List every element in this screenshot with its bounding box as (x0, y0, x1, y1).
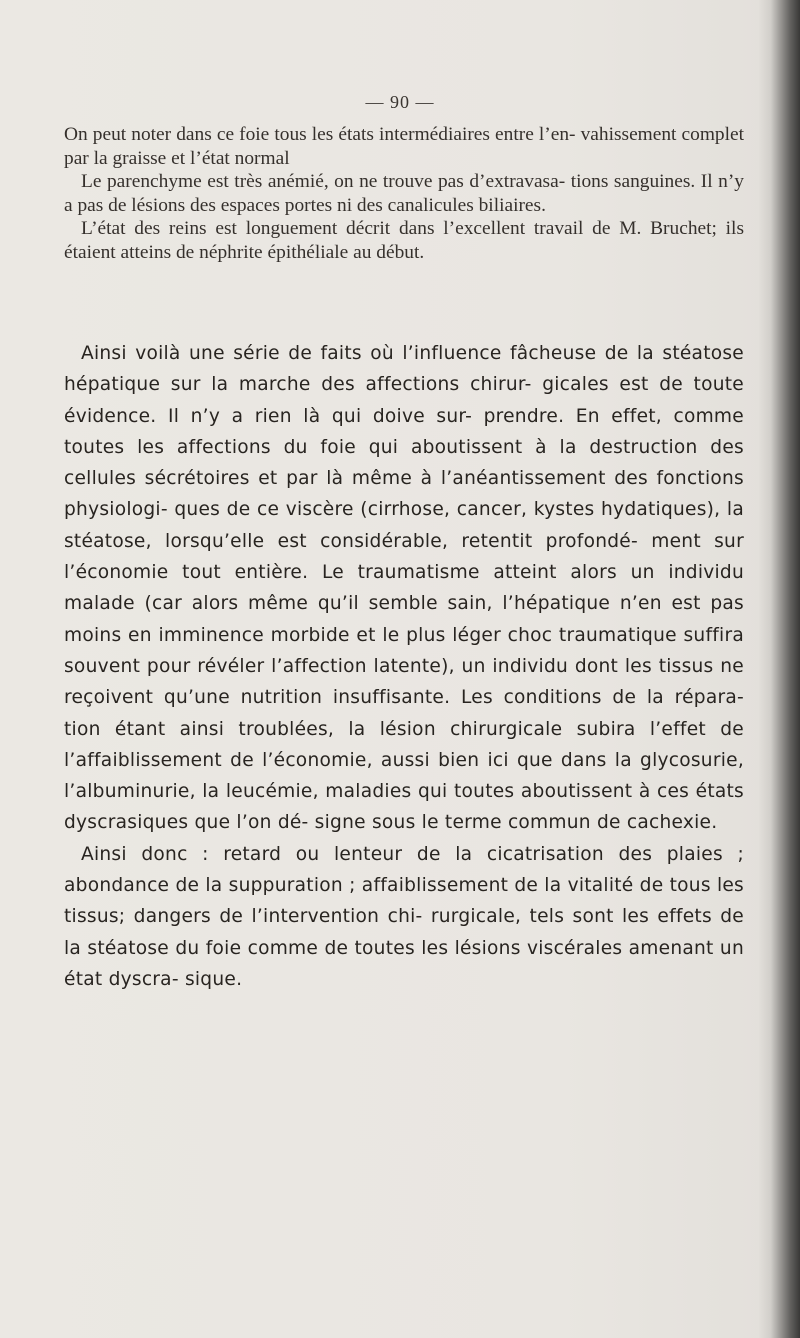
paragraph-steatosis-influence: Ainsi voilà une série de faits où l’influence fâcheuse de la stéatose hépatique sur la marche des affections chirur- gicales est de toute évidence. Il n’y a rien là qui doive sur- prendre. En effet, comme toutes les affections du foie qui aboutissent à la destruction des cellules sécrétoires et par là même à l’anéantissement des fonctions physiologi- ques de ce viscère (cirrhose, cancer, kystes hydatiques), la stéatose, lorsqu’elle est considérable, retentit profondé- ment sur l’économie tout entière. Le traumatisme atteint alors un individu malade (car alors même qu’il semble sain, l’hépatique n’en est pas moins en imminence morbide et le plus léger choc traumatique suffira souvent pour révéler l’affection latente), un individu dont les tissus ne reçoivent qu’une nutrition insuffisante. Les conditions de la répara- tion étant ainsi troublées, la lésion chirurgicale subira l’effet de l’affaiblissement de l’économie, aussi bien ici que dans la glycosurie, l’albuminurie, la leucémie, maladies qui toutes aboutissent à ces états dyscrasiques que l’on dé- signe sous le terme commun de cachexie. (64, 343, 744, 834)
page-number: — 90 — (365, 92, 435, 112)
paragraph-parenchyma: Le parenchyme est très anémié, on ne trouve pas d’extravasa- tions sanguines. Il n’y a pas de lésions des espaces portes ni des canalicules biliaires. (64, 171, 744, 216)
paragraph-liver-states: On peut noter dans ce foie tous les états intermédiaires entre l’en- vahissement complet par la graisse et l’état normal (64, 124, 744, 169)
paragraph-kidneys: L’état des reins est longuement décrit dans l’excellent travail de M. Bruchet; ils étaient atteins de néphrite épithéliale au début. (64, 218, 744, 263)
paragraph-summary: Ainsi donc : retard ou lenteur de la cicatrisation des plaies ; abondance de la suppuration ; affaiblissement de la vitalité de tous les tissus; dangers de l’intervention chi- rurgicale, tels sont les effets de la stéatose du foie comme de toutes les lésions viscérales amenant un état dyscra- sique. (64, 843, 744, 990)
observation-section (64, 123, 744, 265)
binding-shadow (758, 0, 800, 1338)
conclusion-section (64, 338, 744, 995)
